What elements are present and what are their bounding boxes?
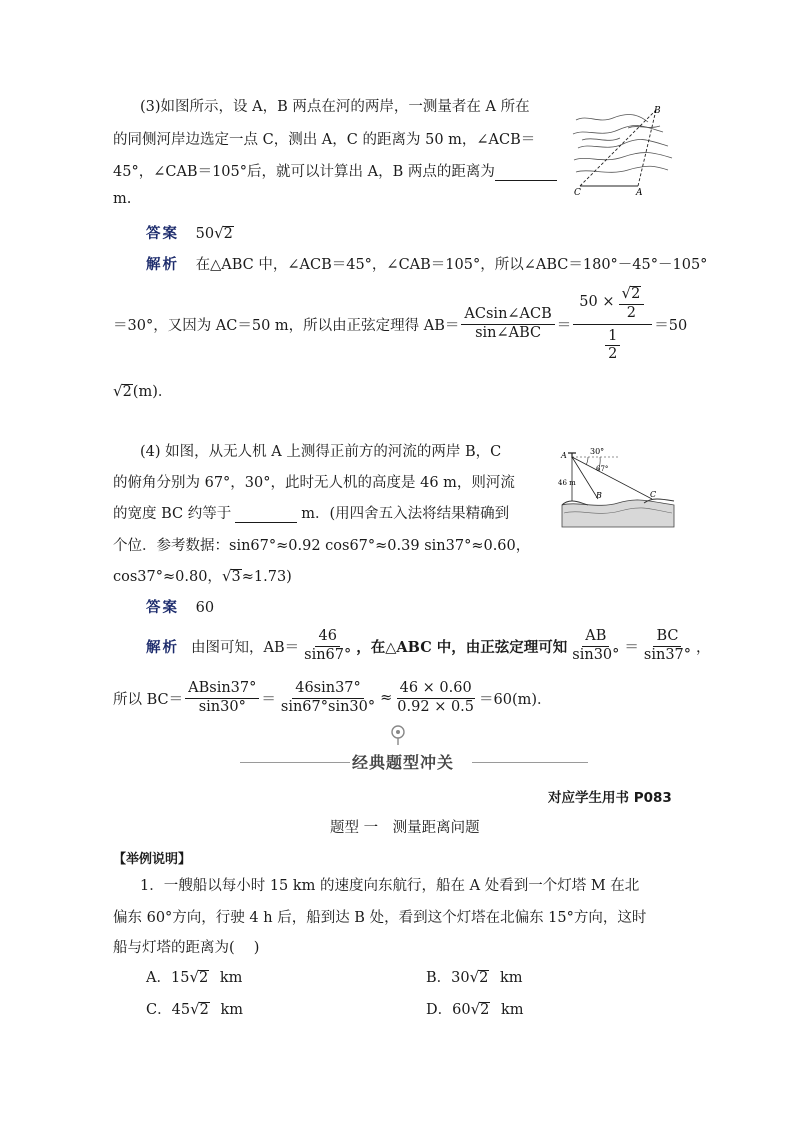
radicand: 2 — [199, 1002, 209, 1018]
topic-heading: 题型 一 测量距离问题 — [330, 820, 480, 836]
analysis-text: 在△ABC 中，∠ACB＝45°，∠CAB＝105°，所以∠ABC＝180°－45°－105° — [195, 257, 708, 273]
denominator: sin30° — [198, 698, 246, 715]
fraction — [301, 629, 354, 664]
sqrt-sign: √ — [113, 382, 123, 400]
option-unit: km — [501, 1002, 524, 1018]
radicand: 3 — [231, 569, 241, 585]
key-icon — [388, 724, 408, 746]
problem-1-line-1: 1．一艘船以每小时 15 km 的速度向东航行，船在 A 处看到一个灯塔 M 在北 — [140, 878, 640, 894]
analysis-text: 所以 BC＝ — [113, 691, 184, 708]
sqrt-sign: √ — [190, 1000, 200, 1018]
radicand: 2 — [199, 970, 209, 986]
q3-analysis-line-1 — [146, 253, 707, 274]
analysis-text: ＝50 — [654, 317, 688, 334]
numerator — [573, 285, 652, 325]
sqrt-sign: √ — [469, 968, 480, 986]
textbook-reference: 对应学生用书 P083 — [548, 790, 672, 806]
option-d[interactable] — [426, 998, 524, 1019]
inner-denominator: 2 — [626, 304, 637, 321]
option-letter: C． — [146, 1002, 172, 1018]
fig3-label-a: A — [636, 188, 643, 198]
analysis-text: ＝60(m)． — [479, 691, 552, 708]
analysis-text: ， — [696, 639, 711, 656]
q3-line-4: m. — [113, 191, 132, 207]
drone-figure — [558, 443, 678, 533]
option-a[interactable] — [146, 966, 242, 987]
denominator — [600, 325, 625, 364]
numerator: 46sin37° — [292, 681, 364, 699]
analysis-label: 解析 — [146, 639, 179, 656]
q4-line-4: 个位．参考数据：sin67°≈0.92 cos67°≈0.39 sin37°≈0.60， — [113, 538, 531, 554]
answer-blank — [235, 508, 297, 523]
approx: ≈ — [380, 690, 393, 706]
sqrt-sign: √ — [214, 224, 224, 242]
fig4-angle-30: 30° — [590, 447, 605, 456]
section-title: 经典题型冲关 — [352, 753, 455, 772]
q3-line-1: (3)如图所示，设 A，B 两点在河的两岸，一测量者在 A 所在 — [140, 99, 530, 115]
inner-denominator: 2 — [608, 346, 618, 363]
q4-analysis-line-2 — [113, 676, 552, 720]
q4-line-3-text: 的宽度 BC 约等于 — [113, 506, 232, 522]
equals: ＝ — [261, 691, 276, 708]
option-coefficient: 60 — [452, 1002, 471, 1018]
fig4-label-a: A — [561, 451, 567, 460]
q4-line-2: 的俯角分别为 67°，30°，此时无人机的高度是 46 m，则河流 — [113, 475, 515, 491]
radicand: 2 — [631, 285, 641, 302]
numerator: AB — [582, 629, 609, 647]
sqrt-sign: √ — [221, 567, 232, 585]
denominator: sin67° — [304, 646, 352, 663]
option-coefficient: 15 — [170, 970, 190, 986]
option-unit: km — [500, 970, 523, 986]
denominator: sin30° — [572, 646, 620, 663]
answer-blank — [495, 166, 557, 181]
option-coefficient: 30 — [451, 970, 470, 986]
fig4-height: 46 m — [558, 479, 576, 487]
river-figure — [568, 100, 678, 200]
inner-fraction — [619, 285, 645, 322]
inner-fraction — [605, 329, 620, 364]
denominator: sin37° — [643, 646, 692, 663]
inner-numerator: √2 — [619, 285, 645, 305]
q4-line-3-text: m．(用四舍五入法将结果精确到 — [301, 506, 510, 522]
option-b[interactable] — [426, 966, 523, 987]
fraction — [278, 681, 378, 716]
q4-line-1: (4) 如图，从无人机 A 上测得正前方的河流的两岸 B，C — [140, 444, 502, 460]
compound-fraction — [573, 285, 652, 364]
fraction — [185, 681, 259, 716]
q3-line-3 — [113, 160, 557, 181]
fraction — [394, 681, 477, 716]
analysis-label: 解析 — [146, 257, 179, 273]
section-divider-right — [472, 762, 588, 763]
analysis-text: 由图可知，AB＝ — [191, 639, 300, 656]
option-unit: km — [220, 1002, 244, 1018]
answer-radicand: 2 — [223, 226, 233, 242]
numerator: ABsin37° — [185, 681, 259, 699]
option-c[interactable] — [146, 998, 243, 1019]
q3-line-2: 的同侧河岸边选定一点 C，测出 A，C 的距离为 50 m，∠ACB＝ — [113, 132, 536, 148]
option-letter: D． — [426, 1002, 453, 1018]
example-label: 【举例说明】 — [113, 852, 192, 867]
answer-label: 答案 — [146, 226, 179, 242]
numerator: 46 — [315, 629, 339, 647]
numerator-text: 50 × — [579, 294, 615, 311]
radicand: 2 — [479, 970, 489, 986]
fig4-label-b: B — [596, 491, 602, 500]
q4-line-3 — [113, 502, 509, 523]
numerator: 46 × 0.60 — [397, 681, 475, 699]
fraction — [641, 629, 694, 664]
q3-answer — [146, 222, 234, 243]
fig4-label-c: C — [650, 490, 657, 499]
fig4-angle-67: 67° — [596, 465, 609, 473]
section-divider-left — [240, 762, 350, 763]
analysis-text: ，在△ABC 中，由正弦定理可知 — [356, 638, 568, 656]
denominator: 0.92 × 0.5 — [397, 698, 475, 715]
q3-analysis-line-3 — [113, 380, 172, 401]
fig3-label-c: C — [574, 188, 581, 198]
q3-analysis-line-2 — [113, 283, 688, 363]
q4-line-5 — [113, 565, 292, 586]
equals: ＝ — [556, 317, 572, 334]
q4-line-5-text: cos37°≈0.80， — [113, 569, 222, 585]
answer-value: 50 — [195, 226, 215, 242]
inner-numerator: 1 — [605, 329, 620, 347]
radicand: 2 — [122, 384, 132, 400]
answer-label: 答案 — [146, 600, 179, 616]
numerator: ACsin∠ACB — [461, 307, 554, 325]
radicand: 2 — [480, 1002, 490, 1018]
equals: ＝ — [624, 639, 639, 656]
q4-line-5-text: ≈1.73) — [241, 569, 292, 585]
option-letter: B． — [426, 970, 452, 986]
problem-1-line-3: 船与灯塔的距离为( ) — [113, 940, 260, 956]
q3-line-3-text: 45°，∠CAB＝105°后，就可以计算出 A，B 两点的距离为 — [113, 164, 495, 180]
analysis-text: (m)． — [132, 384, 173, 400]
q4-answer — [146, 596, 214, 617]
problem-1-line-2: 偏东 60°方向，行驶 4 h 后，船到达 B 处，看到这个灯塔在北偏东 15°方向，这时 — [113, 910, 647, 926]
fig3-label-b: B — [654, 106, 661, 116]
numerator: BC — [653, 629, 681, 647]
denominator: sin∠ABC — [475, 324, 542, 341]
analysis-text: ＝30°，又因为 AC＝50 m，所以由正弦定理得 AB＝ — [113, 317, 460, 334]
fraction — [569, 629, 622, 664]
sqrt-sign: √ — [470, 1000, 481, 1018]
fraction — [461, 307, 554, 342]
sqrt-sign: √ — [189, 968, 199, 986]
option-unit: km — [219, 970, 243, 986]
option-coefficient: 45 — [171, 1002, 191, 1018]
denominator: sin67°sin30° — [280, 698, 376, 715]
q4-analysis-line-1 — [146, 624, 711, 668]
answer-value: 60 — [195, 600, 215, 616]
option-letter: A． — [146, 970, 171, 986]
